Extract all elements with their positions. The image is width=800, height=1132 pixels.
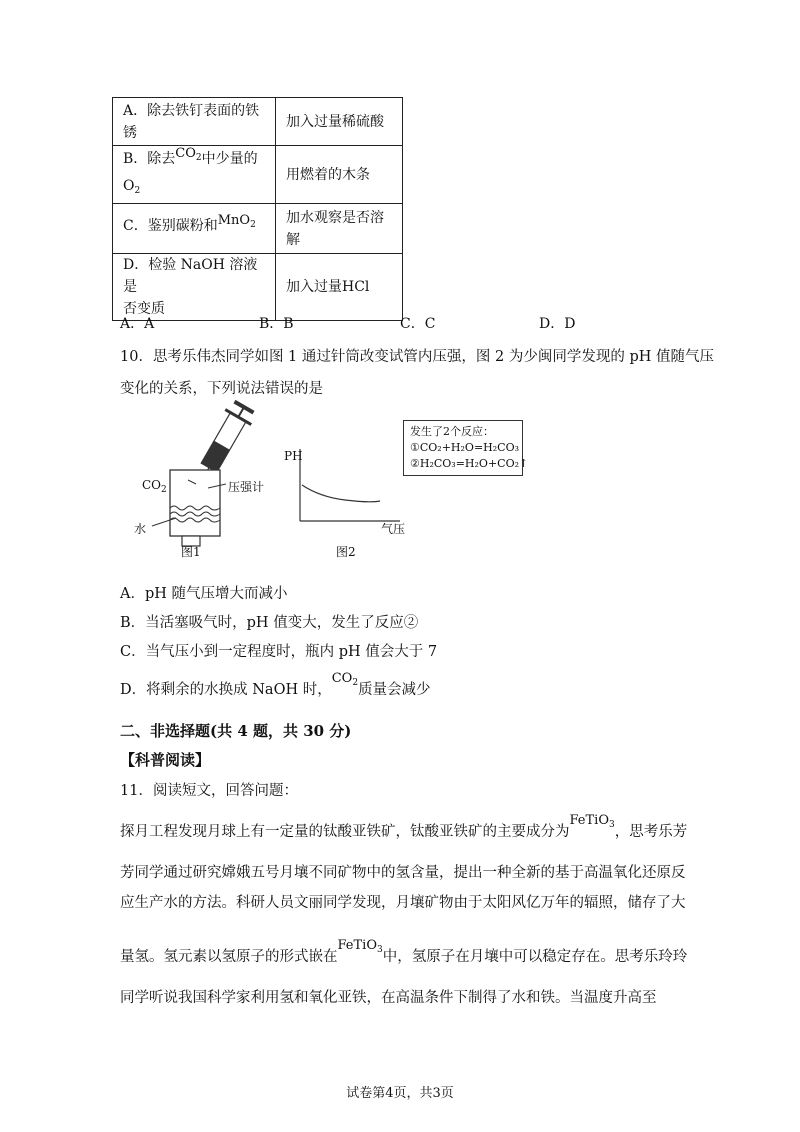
formula [175,146,201,161]
choice-a[interactable]: A．A [120,316,155,332]
formula-text: CO [175,145,196,161]
table-cell [113,254,276,321]
option-text: 质量会减少 [358,682,431,698]
formula [338,938,383,953]
table-cell: 用燃着的木条 [276,146,403,204]
formula-sub: 2 [161,485,167,495]
reactions-title: 发生了2个反应： [410,425,494,438]
fig1-co2-label [142,478,167,495]
reaction-1: ①CO₂+H₂O=H₂CO₃ [410,441,520,454]
formula-text: CO [142,478,162,492]
cell-text [123,145,265,175]
para-text: 中，氢原子在月壤中可以稳定存在。思考乐玲玲 [382,949,688,965]
table-row [113,254,403,321]
cell-text: 中少量的 [201,150,258,167]
choice-c[interactable]: C．C [400,316,436,332]
q11-head: 11．阅读短文，回答问题： [120,783,298,799]
fig1-meter-label: 压强计 [228,480,265,494]
table-cell: 加水观察是否溶解 [276,204,403,254]
table-cell [113,204,276,254]
q10-option-d[interactable] [120,671,431,700]
bottle [170,470,220,536]
formula-sub: 2 [352,678,359,688]
formula-text: FeTiO [569,813,609,828]
reactions-box [403,420,529,476]
formula-sub: 3 [609,820,615,830]
formula [332,671,358,686]
fig2-ylabel: PH [284,449,303,463]
reaction-2: ②H₂CO₃=H₂O+CO₂↑ [410,457,529,470]
para-text: ，思考乐芳 [614,824,688,840]
q11-para-line4 [120,938,688,967]
q10-option-c[interactable]: C．当气压小到一定程度时，瓶内 pH 值会大于 7 [120,644,438,660]
q10-stem-line1: 10．思考乐伟杰同学如图 1 通过针筒改变试管内压强，图 2 为少闽同学发现的 pH 值随气压 [120,349,714,365]
cell-text: 否变质 [123,301,165,317]
q10-stem-line2: 变化的关系，下列说法错误的是 [120,381,323,397]
q10-option-a[interactable]: A．pH 随气压增大而减小 [120,586,288,602]
fig2-xlabel: 气压 [381,522,406,536]
formula-text: MnO [217,213,251,228]
subsection-heading: 【科普阅读】 [120,751,211,769]
fig2-caption: 图2 [336,545,356,559]
para-text: 量氢。氢元素以氢原子的形式嵌在 [120,949,338,965]
cell-text: A．除去铁钉表面的铁 [123,102,260,119]
section-heading: 二、非选择题(共 4 题，共 30 分) [120,722,352,740]
fig1-water-label: 水 [134,522,147,536]
cell-text: 锈 [123,124,137,141]
cell-text: D．检验 NaOH 溶液是 [123,257,258,295]
option-text: D．将剩余的水换成 NaOH 时， [120,682,332,698]
cell-text [123,175,265,202]
formula-sub: 2 [195,152,202,163]
table-cell: 加入过量HCl [276,254,403,321]
formula-text: CO [331,671,353,686]
cell-text: B．除去 [123,150,176,167]
formula-sub: 2 [250,220,256,230]
formula-sub: 3 [377,945,383,955]
table-row [113,146,403,204]
table-cell: 加入过量稀硫酸 [276,98,403,146]
formula [570,813,615,828]
q11-para-line1 [120,813,688,842]
q11-para-line3: 应生产水的方法。科研人员文丽同学发现，月壤矿物由于太阳风亿万年的辐照，储存了大 [120,895,686,911]
formula-text: O [123,177,135,194]
formula [218,213,256,228]
table-row [113,204,403,254]
cell-text: C．鉴别碳粉和 [123,218,218,234]
table-cell [113,146,276,204]
q11-para-line5: 同学听说我国科学家利用氢和氧化亚铁，在高温条件下制得了水和铁。当温度升高至 [120,990,657,1006]
choice-d[interactable]: D．D [539,316,576,332]
formula-text: FeTiO [337,938,377,953]
para-text: 探月工程发现月球上有一定量的钛酸亚铁矿，钛酸亚铁矿的主要成分为 [120,824,570,840]
q11-para-line2: 芳同学通过研究嫦娥五号月壤不同矿物中的氢含量，提出一种全新的基于高温氧化还原反 [120,865,686,881]
fig1-caption: 图1 [181,545,201,559]
page-footer: 试卷第4页，共3页 [346,1086,454,1101]
q10-option-b[interactable]: B．当活塞吸气时，pH 值变大，发生了反应② [120,615,419,631]
options-table [112,97,403,321]
formula-sub: 2 [134,185,141,196]
choice-b[interactable]: B．B [259,316,294,332]
table-row [113,98,403,146]
ph-curve [302,485,380,502]
table-cell [113,98,276,146]
